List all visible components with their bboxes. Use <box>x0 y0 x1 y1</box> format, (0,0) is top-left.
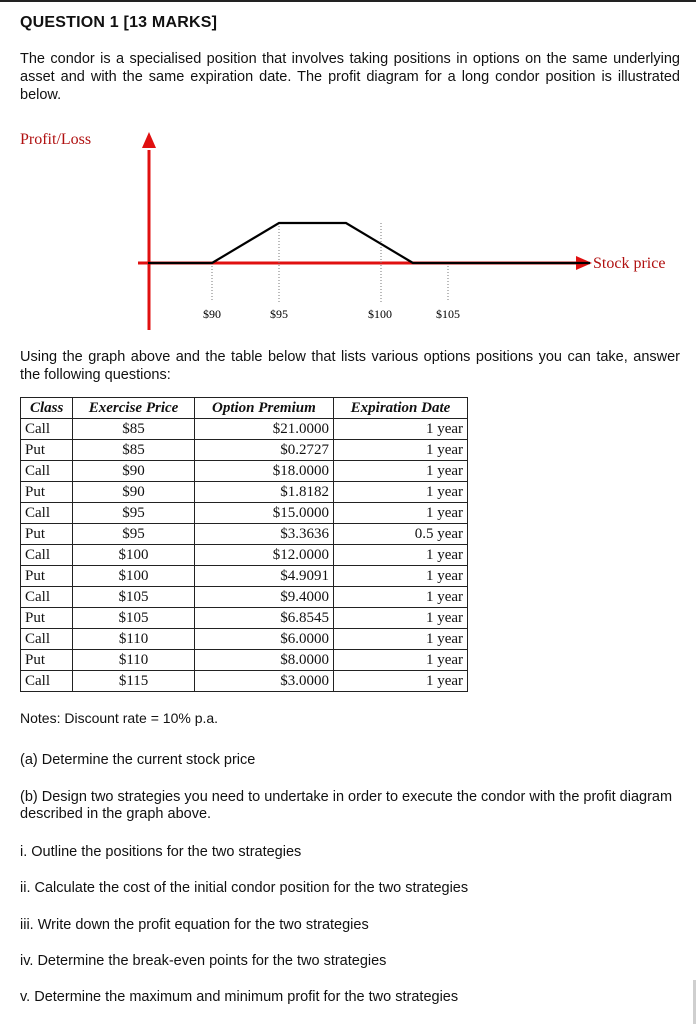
cell-class: Call <box>21 587 73 608</box>
condor-profit-diagram <box>0 120 696 340</box>
header-option-premium: Option Premium <box>194 398 333 419</box>
cell-expiration-date: 1 year <box>333 503 467 524</box>
cell-exercise-price: $100 <box>73 545 195 566</box>
cell-option-premium: $12.0000 <box>194 545 333 566</box>
cell-class: Call <box>21 545 73 566</box>
cell-option-premium: $21.0000 <box>194 419 333 440</box>
table-row <box>21 608 468 629</box>
cell-class: Call <box>21 503 73 524</box>
cell-class: Call <box>21 419 73 440</box>
cell-expiration-date: 1 year <box>333 419 467 440</box>
cell-option-premium: $9.4000 <box>194 587 333 608</box>
table-row <box>21 587 468 608</box>
cell-class: Put <box>21 440 73 461</box>
payoff-line <box>148 223 590 263</box>
cell-option-premium: $3.0000 <box>194 671 333 692</box>
table-row <box>21 503 468 524</box>
cell-expiration-date: 1 year <box>333 587 467 608</box>
table-row <box>21 566 468 587</box>
question-b-v: v. Determine the maximum and minimum profit for the two strategies <box>20 989 459 1005</box>
tick-label-100: $100 <box>368 307 392 321</box>
cell-class: Put <box>21 608 73 629</box>
question-b-ii: ii. Calculate the cost of the initial condor position for the two strategies <box>20 880 469 896</box>
instructions-paragraph: Using the graph above and the table below that lists various options positions you can take, answer the following questions: <box>20 349 680 383</box>
cell-option-premium: $1.8182 <box>194 482 333 503</box>
cell-option-premium: $4.9091 <box>194 566 333 587</box>
cell-class: Put <box>21 566 73 587</box>
cell-option-premium: $6.8545 <box>194 608 333 629</box>
tick-label-95: $95 <box>270 307 288 321</box>
cell-class: Put <box>21 482 73 503</box>
table-row <box>21 419 468 440</box>
cell-expiration-date: 1 year <box>333 566 467 587</box>
cell-exercise-price: $95 <box>73 524 195 545</box>
cell-expiration-date: 1 year <box>333 671 467 692</box>
header-expiration-date: Expiration Date <box>333 398 467 419</box>
cell-exercise-price: $85 <box>73 419 195 440</box>
cell-expiration-date: 1 year <box>333 482 467 503</box>
header-exercise-price: Exercise Price <box>73 398 195 419</box>
table-row <box>21 545 468 566</box>
question-a: (a) Determine the current stock price <box>20 752 256 768</box>
cell-exercise-price: $95 <box>73 503 195 524</box>
question-b-iv: iv. Determine the break-even points for the two strategies <box>20 953 387 969</box>
table-header-row <box>21 398 468 419</box>
cell-expiration-date: 1 year <box>333 440 467 461</box>
cell-expiration-date: 1 year <box>333 545 467 566</box>
cell-class: Call <box>21 629 73 650</box>
table-row <box>21 440 468 461</box>
cell-option-premium: $6.0000 <box>194 629 333 650</box>
y-axis-arrow-icon <box>142 132 156 148</box>
question-b: (b) Design two strategies you need to undertake in order to execute the condor with the profit diagram described in the graph above. <box>20 789 673 822</box>
intro-paragraph: The condor is a specialised position that involves taking positions in options on the same underlying asset and with the same expiration date. The profit diagram for a long condor position is illustrated below. <box>20 51 680 103</box>
table-row <box>21 650 468 671</box>
cell-expiration-date: 1 year <box>333 608 467 629</box>
options-table <box>20 397 468 692</box>
table-row <box>21 524 468 545</box>
cell-exercise-price: $105 <box>73 587 195 608</box>
top-rule <box>0 0 696 2</box>
cell-expiration-date: 1 year <box>333 629 467 650</box>
notes-text: Notes: Discount rate = 10% p.a. <box>20 710 219 726</box>
table-row <box>21 671 468 692</box>
cell-option-premium: $0.2727 <box>194 440 333 461</box>
cell-option-premium: $3.3636 <box>194 524 333 545</box>
x-axis-label: Stock price <box>593 255 666 272</box>
cell-exercise-price: $90 <box>73 461 195 482</box>
cell-class: Call <box>21 671 73 692</box>
question-b-i: i. Outline the positions for the two strategies <box>20 844 302 860</box>
cell-exercise-price: $90 <box>73 482 195 503</box>
question-title: QUESTION 1 [13 MARKS] <box>20 14 218 31</box>
tick-label-90: $90 <box>203 307 221 321</box>
cell-exercise-price: $115 <box>73 671 195 692</box>
cell-exercise-price: $100 <box>73 566 195 587</box>
table-row <box>21 629 468 650</box>
header-class: Class <box>21 398 73 419</box>
cell-option-premium: $15.0000 <box>194 503 333 524</box>
cell-expiration-date: 1 year <box>333 461 467 482</box>
table-row <box>21 482 468 503</box>
cell-exercise-price: $85 <box>73 440 195 461</box>
cell-class: Call <box>21 461 73 482</box>
cell-class: Put <box>21 650 73 671</box>
cell-class: Put <box>21 524 73 545</box>
tick-label-105: $105 <box>436 307 460 321</box>
cell-option-premium: $18.0000 <box>194 461 333 482</box>
cell-exercise-price: $110 <box>73 650 195 671</box>
table-row <box>21 461 468 482</box>
cell-expiration-date: 1 year <box>333 650 467 671</box>
cell-exercise-price: $105 <box>73 608 195 629</box>
cell-expiration-date: 0.5 year <box>333 524 467 545</box>
y-axis-label: Profit/Loss <box>20 131 92 148</box>
question-b-iii: iii. Write down the profit equation for the two strategies <box>20 917 369 933</box>
cell-option-premium: $8.0000 <box>194 650 333 671</box>
cell-exercise-price: $110 <box>73 629 195 650</box>
